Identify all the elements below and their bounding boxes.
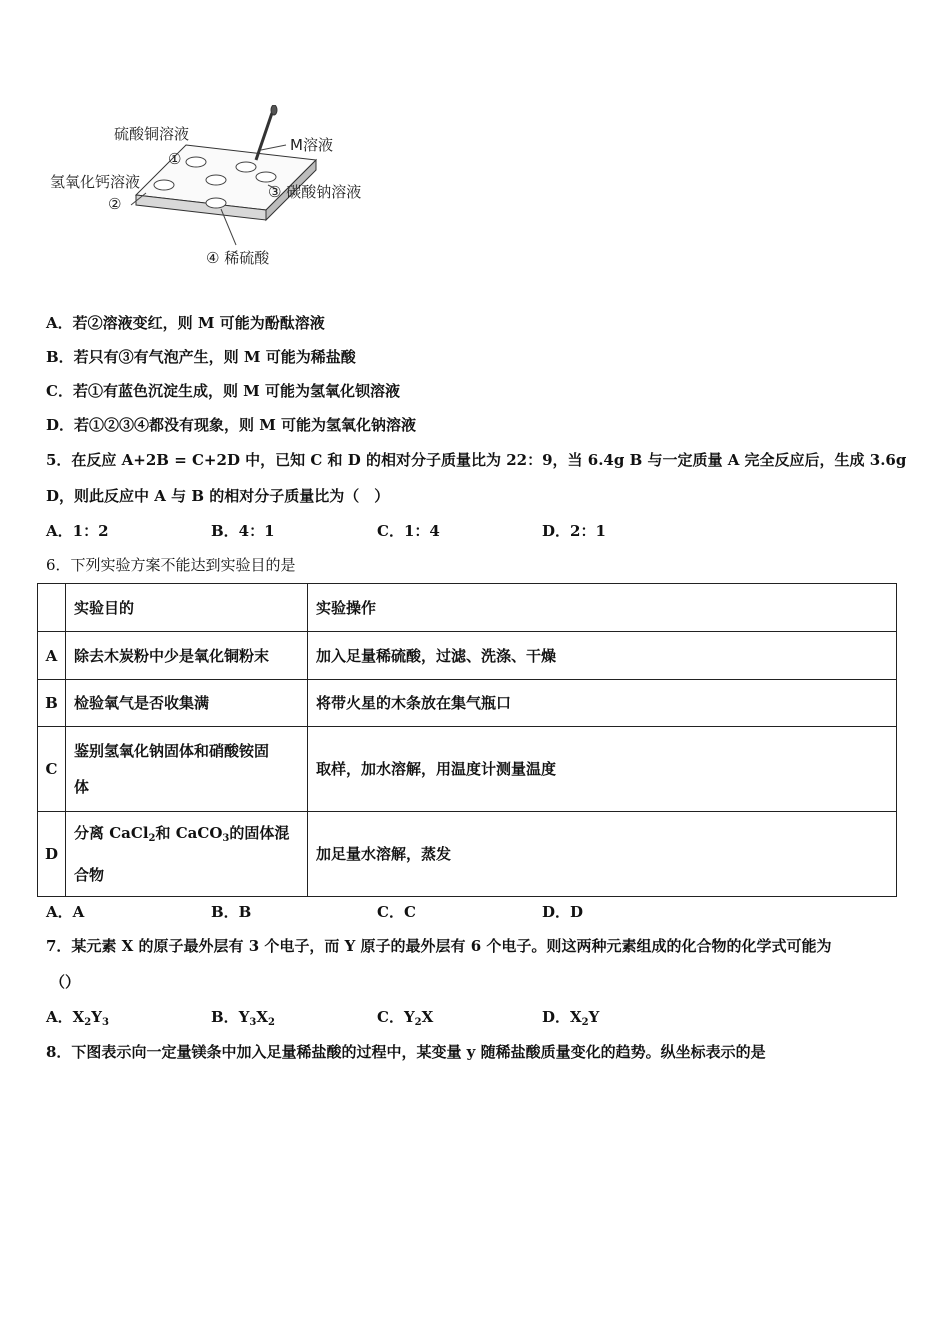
q8-stem: 8．下图表示向一定量镁条中加入足量稀盐酸的过程中，某变量 y 随稀盐酸质量变化的趋势。纵坐标表示的是 xyxy=(46,1043,766,1061)
row-key: A xyxy=(38,632,66,680)
label-h2so4: ④ 稀硫酸 xyxy=(206,249,270,267)
well-top-right xyxy=(236,162,256,172)
subscript: 3 xyxy=(222,833,230,844)
row-purpose-tail: 的固体混 xyxy=(229,824,290,842)
q6-stem: 6．下列实验方案不能达到实验目的是 xyxy=(46,556,296,574)
row-operation: 将带火星的木条放在集气瓶口 xyxy=(308,680,897,727)
q5-stem-line1: 5．在反应 A+2B = C+2D 中，已知 C 和 D 的相对分子质量比为 22：9，当 6.4g B 与一定质量 A 完全反应后，生成 3.6g xyxy=(46,451,907,469)
row-purpose xyxy=(66,727,308,812)
q5-option-c: C．1：4 xyxy=(377,522,440,540)
row-purpose-line2: 合物 xyxy=(74,866,105,884)
well-center xyxy=(206,175,226,185)
row-operation: 加入足量稀硫酸，过滤、洗涤、干燥 xyxy=(308,632,897,680)
q5-option-a: A．1：2 xyxy=(46,522,109,540)
row-key: C xyxy=(38,727,66,812)
row-purpose-line2: 体 xyxy=(74,778,90,796)
formula-caco3: 和 CaCO xyxy=(155,824,223,842)
table-header-row xyxy=(38,584,897,632)
well-2 xyxy=(154,180,174,190)
q7-option-a: A．$X_2Y_3$ xyxy=(46,1008,109,1028)
q7-option-d: D．$X_2Y$ xyxy=(542,1008,600,1028)
q7-option-b: B．$Y_3X_2$ xyxy=(211,1008,275,1028)
label-m: M溶液 xyxy=(290,136,333,154)
q4-option-a: A．若②溶液变红，则 M 可能为酚酞溶液 xyxy=(46,314,325,332)
dropper-icon xyxy=(256,105,277,160)
q5-stem-line2: D，则此反应中 A 与 B 的相对分子质量比为（ ） xyxy=(46,487,390,505)
label-marker-2: ② xyxy=(108,195,122,213)
row-key: B xyxy=(38,680,66,727)
row-purpose xyxy=(66,812,308,897)
header-cell-operation: 实验操作 xyxy=(308,584,897,632)
well-4 xyxy=(206,198,226,208)
row-purpose: 除去木炭粉中少是氧化铜粉末 xyxy=(66,632,308,680)
label-na2co3: ③ 碳酸钠溶液 xyxy=(268,183,362,201)
q4-option-d: D．若①②③④都没有现象，则 M 可能为氢氧化钠溶液 xyxy=(46,416,417,434)
well-3 xyxy=(256,172,276,182)
q5-option-d: D．2：1 xyxy=(542,522,606,540)
q6-option-a: A．A xyxy=(46,903,85,921)
q6-table xyxy=(37,583,897,897)
label-cuso4: 硫酸铜溶液 xyxy=(114,125,190,143)
spot-plate-figure xyxy=(46,105,396,275)
table-row xyxy=(38,812,897,897)
table-row xyxy=(38,727,897,812)
q7-option-c: C．$Y_2X$ xyxy=(377,1008,434,1028)
formula-cacl2: 分离 CaCl xyxy=(74,824,149,842)
q4-option-b: B．若只有③有气泡产生，则 M 可能为稀盐酸 xyxy=(46,348,356,366)
q6-option-d: D．D xyxy=(542,903,584,921)
well-1 xyxy=(186,157,206,167)
label-caoh2: 氢氧化钙溶液 xyxy=(50,173,141,191)
row-key: D xyxy=(38,812,66,897)
q5-option-b: B．4：1 xyxy=(211,522,275,540)
q4-option-c: C．若①有蓝色沉淀生成，则 M 可能为氢氧化钡溶液 xyxy=(46,382,400,400)
q7-stem-line2: （） xyxy=(50,973,81,991)
label-marker-1: ① xyxy=(168,150,182,168)
q6-option-b: B．B xyxy=(211,903,252,921)
row-operation: 加足量水溶解，蒸发 xyxy=(308,812,897,897)
subscript: 2 xyxy=(148,833,156,844)
table-row xyxy=(38,632,897,680)
table-row xyxy=(38,680,897,727)
q7-stem-line1: 7．某元素 X 的原子最外层有 3 个电子，而 Y 原子的最外层有 6 个电子。则这两种元素组成的化合物的化学式可能为 xyxy=(46,937,832,955)
header-cell-key xyxy=(38,584,66,632)
header-cell-purpose: 实验目的 xyxy=(66,584,308,632)
row-operation: 取样，加水溶解，用温度计测量温度 xyxy=(308,727,897,812)
row-purpose: 检验氧气是否收集满 xyxy=(66,680,308,727)
row-purpose-line1: 鉴别氢氧化钠固体和硝酸铵固 xyxy=(74,742,270,760)
q6-option-c: C．C xyxy=(377,903,416,921)
